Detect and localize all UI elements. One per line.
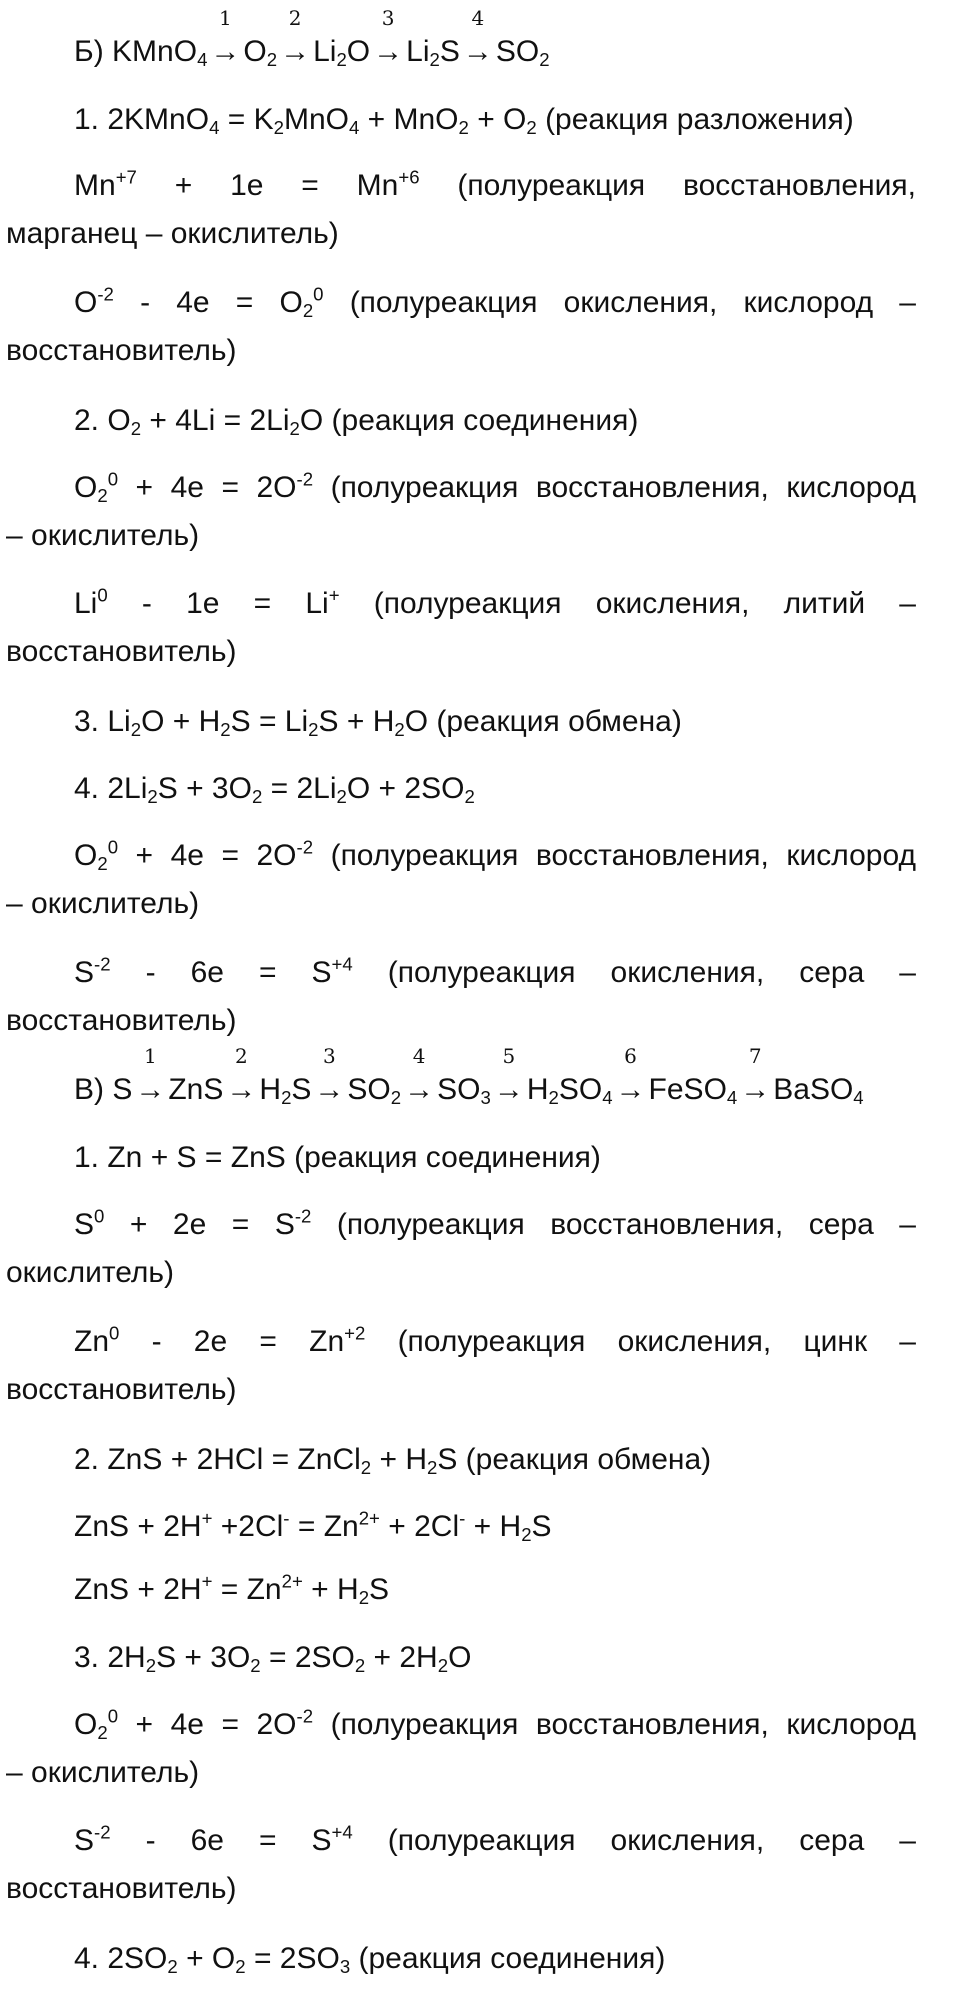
subscript: 2 xyxy=(130,719,142,741)
half-reaction-line xyxy=(6,1819,916,1863)
text-run: (реакция разложения) xyxy=(536,103,854,136)
arrow-icon: 7 → xyxy=(737,1068,773,1112)
text-run: S xyxy=(112,1073,133,1106)
superscript: 0 xyxy=(313,283,324,305)
text-run: S + 3O xyxy=(157,772,252,805)
subscript: 2 xyxy=(302,300,314,322)
step-number: 7 xyxy=(748,1044,762,1068)
text-run: H xyxy=(526,1073,549,1106)
subscript: 2 xyxy=(167,1956,178,1978)
superscript: 0 xyxy=(109,1322,120,1344)
text-run: (полуреакция восстановления, xyxy=(419,169,916,202)
subscript: 2 xyxy=(390,1087,402,1109)
text-run: – окислитель) xyxy=(6,887,200,920)
chain-formula xyxy=(773,1073,864,1109)
step-number: 2 xyxy=(288,6,302,30)
subscript: 2 xyxy=(266,49,278,71)
text-run: окислитель) xyxy=(6,1256,175,1289)
chain-formula xyxy=(406,35,460,71)
text-run: S xyxy=(74,956,95,989)
chain-formula xyxy=(168,1073,223,1106)
step-number: 6 xyxy=(624,1044,637,1068)
subscript: 4 xyxy=(726,1087,738,1109)
equation-line xyxy=(6,1636,916,1680)
text-run: (полуреакция восстановления, кислород xyxy=(313,839,916,872)
superscript: - xyxy=(459,1507,466,1529)
subscript: 4 xyxy=(209,117,220,139)
chain-formula xyxy=(112,1073,132,1106)
text-run: + 2Cl xyxy=(379,1510,460,1543)
text-run: - 4e = O xyxy=(113,286,303,319)
text-run: ZnS + 2H xyxy=(74,1510,202,1543)
text-run: + H xyxy=(465,1510,522,1543)
text-run: = 2Li xyxy=(262,772,337,805)
equation-line xyxy=(6,1505,916,1549)
text-run: O xyxy=(74,471,98,504)
chain-formula xyxy=(437,1073,491,1109)
section-label: Б) xyxy=(74,35,104,68)
subscript: 2 xyxy=(521,1524,532,1546)
text-run: = Zn xyxy=(212,1573,282,1606)
arrow-icon: 2 → xyxy=(277,30,313,74)
text-run: +2Cl xyxy=(212,1510,284,1543)
half-reaction-line xyxy=(6,834,916,878)
text-run: SO xyxy=(558,1073,603,1106)
subscript: 2 xyxy=(147,786,158,808)
equation-line xyxy=(6,98,916,142)
step-number: 3 xyxy=(323,1044,336,1068)
subscript: 2 xyxy=(358,1587,370,1609)
text-run: SO xyxy=(437,1073,481,1106)
superscript: - xyxy=(283,1507,290,1529)
subscript: 2 xyxy=(97,485,108,507)
arrow-icon: 6 → xyxy=(613,1068,649,1112)
chain-formula xyxy=(313,35,371,71)
text-run: S xyxy=(369,1573,390,1606)
subscript: 2 xyxy=(289,418,300,440)
text-run: + H xyxy=(302,1573,359,1606)
text-run: 4. 2Li xyxy=(74,772,148,805)
text-run: Mn xyxy=(74,169,116,202)
superscript: +6 xyxy=(398,166,420,188)
text-run: S xyxy=(531,1510,552,1543)
text-run: (полуреакция восстановления, сера – xyxy=(311,1208,916,1241)
superscript: 0 xyxy=(107,468,119,490)
text-run: (полуреакция окисления, сера – xyxy=(352,956,916,989)
subscript: 2 xyxy=(526,117,537,139)
half-reaction-continuation xyxy=(6,1867,916,1911)
text-run: 2. O xyxy=(74,404,131,437)
half-reaction-line xyxy=(6,1203,916,1247)
subscript: 2 xyxy=(220,719,231,741)
text-run: = K xyxy=(219,103,274,136)
superscript: 0 xyxy=(94,1205,105,1227)
text-run: – окислитель) xyxy=(6,519,200,552)
arrow-icon: 1 → xyxy=(132,1068,168,1112)
superscript: + xyxy=(201,1507,213,1529)
text-run: O xyxy=(243,35,267,68)
half-reaction-line xyxy=(6,1320,916,1364)
text-run: BaSO xyxy=(773,1073,854,1106)
arrow-icon: 4 → xyxy=(401,1068,437,1112)
subscript: 3 xyxy=(339,1956,351,1978)
text-run: марганец – окислитель) xyxy=(6,217,339,250)
text-run: - 6e = S xyxy=(110,956,332,989)
step-number: 1 xyxy=(143,1044,157,1068)
text-run: Zn xyxy=(74,1325,110,1358)
subscript: 2 xyxy=(548,1087,559,1109)
half-reaction-line xyxy=(6,1703,916,1747)
subscript: 4 xyxy=(348,117,360,139)
subscript: 2 xyxy=(464,786,475,808)
subscript: 2 xyxy=(426,1457,438,1479)
text-run: 3. Li xyxy=(74,705,131,738)
chain-formula xyxy=(526,1073,613,1109)
text-run: O xyxy=(74,1708,98,1741)
step-number: 4 xyxy=(471,6,485,30)
equation-line xyxy=(6,1937,916,1981)
text-run: O (реакция соединения) xyxy=(299,404,639,437)
text-run: + 4e = 2O xyxy=(118,1708,297,1741)
text-run: + 1e = Mn xyxy=(136,169,399,202)
half-reaction-continuation xyxy=(6,1251,916,1295)
text-run: (полуреакция окисления, кислород – xyxy=(323,286,916,319)
text-run: O + 2SO xyxy=(346,772,465,805)
half-reaction-line xyxy=(6,582,916,626)
equation-line xyxy=(6,1568,916,1612)
text-run: + O xyxy=(177,1942,236,1975)
step-number: 5 xyxy=(502,1044,516,1068)
text-run: ZnS xyxy=(168,1073,224,1106)
text-run: + 4Li = 2Li xyxy=(141,404,290,437)
text-run: Li xyxy=(406,35,430,68)
subscript: 2 xyxy=(235,1956,246,1978)
text-run: восстановитель) xyxy=(6,334,237,367)
subscript: 4 xyxy=(602,1087,613,1109)
text-run: + 2H xyxy=(365,1641,438,1674)
arrow-icon: 4 → xyxy=(460,30,496,74)
superscript: +4 xyxy=(331,953,353,975)
text-run: SO xyxy=(347,1073,391,1106)
step-number: 3 xyxy=(381,6,395,30)
subscript: 2 xyxy=(281,1087,292,1109)
text-run: восстановитель) xyxy=(6,635,237,668)
subscript: 2 xyxy=(250,1655,261,1677)
half-reaction-line xyxy=(6,164,916,208)
chain-header-v xyxy=(6,1044,916,1112)
subscript: 2 xyxy=(394,719,405,741)
superscript: -2 xyxy=(94,953,111,975)
equation-line xyxy=(6,767,916,811)
text-run: MnO xyxy=(283,103,349,136)
text-run: S + 3O xyxy=(156,1641,251,1674)
text-run: O + H xyxy=(141,705,221,738)
chain-formula xyxy=(112,35,208,71)
arrow-icon: 5 → xyxy=(491,1068,527,1112)
half-reaction-continuation xyxy=(6,1368,916,1412)
superscript: 2+ xyxy=(358,1507,380,1529)
text-run: O (реакция обмена) xyxy=(404,705,682,738)
subscript: 2 xyxy=(97,853,108,875)
equation-line xyxy=(6,700,916,744)
superscript: -2 xyxy=(294,1205,312,1227)
text-run: H xyxy=(259,1073,282,1106)
subscript: 4 xyxy=(197,49,208,71)
equation-line xyxy=(6,1136,916,1180)
text-run: O xyxy=(74,286,98,319)
text-run: + H xyxy=(371,1443,427,1476)
text-run: = 2SO xyxy=(260,1641,355,1674)
subscript: 2 xyxy=(437,1655,449,1677)
text-run: Li xyxy=(74,587,98,620)
text-run: KMnO xyxy=(112,35,198,68)
section-label: В) xyxy=(74,1073,104,1106)
arrow-icon: 3 → xyxy=(311,1068,347,1112)
text-run: восстановитель) xyxy=(6,1872,237,1905)
text-run: (полуреакция окисления, литий – xyxy=(339,587,916,620)
chain-formula xyxy=(648,1073,738,1109)
step-number: 4 xyxy=(412,1044,426,1068)
text-run: S = Li xyxy=(230,705,309,738)
chain-formula xyxy=(495,35,550,71)
text-run: восстановитель) xyxy=(6,1004,237,1037)
half-reaction-continuation xyxy=(6,1751,916,1795)
subscript: 2 xyxy=(360,1457,372,1479)
chain-formula xyxy=(259,1073,312,1109)
text-run: (полуреакция окисления, цинк – xyxy=(365,1325,916,1358)
superscript: -2 xyxy=(296,836,314,858)
superscript: -2 xyxy=(94,1821,111,1843)
subscript: 2 xyxy=(336,49,347,71)
chain-formula xyxy=(243,35,278,71)
subscript: 2 xyxy=(251,786,263,808)
equation-line xyxy=(6,399,916,443)
subscript: 2 xyxy=(539,49,550,71)
text-run: S xyxy=(74,1208,95,1241)
text-run: S + H xyxy=(318,705,395,738)
subscript: 2 xyxy=(273,117,284,139)
text-run: 4. 2SO xyxy=(74,1942,168,1975)
text-run: + 2e = S xyxy=(104,1208,295,1241)
superscript: +2 xyxy=(344,1322,366,1344)
text-run: - 6e = S xyxy=(110,1824,332,1857)
text-run: SO xyxy=(495,35,540,68)
arrow-icon: 1 → xyxy=(207,30,243,74)
text-run: + O xyxy=(468,103,527,136)
subscript: 2 xyxy=(429,49,440,71)
text-run: O xyxy=(74,839,98,872)
text-run: (реакция соединения) xyxy=(350,1942,666,1975)
superscript: 0 xyxy=(107,1705,119,1727)
text-run: 2. ZnS + 2HCl = ZnCl xyxy=(74,1443,361,1476)
subscript: 2 xyxy=(145,1655,157,1677)
text-run: + 4e = 2O xyxy=(118,471,297,504)
subscript: 3 xyxy=(480,1087,491,1109)
text-run: S (реакция обмена) xyxy=(437,1443,712,1476)
arrow-icon: 3 → xyxy=(370,30,406,74)
text-run: S xyxy=(439,35,460,68)
superscript: -2 xyxy=(296,1705,314,1727)
superscript: 0 xyxy=(107,836,119,858)
text-run: 1. Zn + S = ZnS (реакция соединения) xyxy=(74,1141,601,1174)
subscript: 2 xyxy=(458,117,469,139)
half-reaction-continuation xyxy=(6,882,916,926)
half-reaction-continuation xyxy=(6,999,916,1043)
subscript: 4 xyxy=(853,1087,864,1109)
superscript: -2 xyxy=(97,283,114,305)
text-run: FeSO xyxy=(648,1073,727,1106)
text-run: = Zn xyxy=(289,1510,359,1543)
text-run: (полуреакция окисления, сера – xyxy=(352,1824,916,1857)
superscript: 2+ xyxy=(281,1570,303,1592)
text-run: – окислитель) xyxy=(6,1756,200,1789)
half-reaction-continuation xyxy=(6,514,916,558)
superscript: +4 xyxy=(331,1821,353,1843)
text-run: ZnS + 2H xyxy=(74,1573,202,1606)
half-reaction-line xyxy=(6,281,916,325)
text-run: - 1e = Li xyxy=(107,587,329,620)
arrow-icon: 2 → xyxy=(223,1068,259,1112)
text-run: (полуреакция восстановления, кислород xyxy=(313,471,916,504)
subscript: 2 xyxy=(130,418,142,440)
text-run: - 2e = Zn xyxy=(119,1325,345,1358)
text-run: S xyxy=(74,1824,95,1857)
text-run: + 4e = 2O xyxy=(118,839,297,872)
superscript: -2 xyxy=(296,468,314,490)
text-run: восстановитель) xyxy=(6,1373,237,1406)
step-number: 2 xyxy=(235,1044,248,1068)
text-run: = 2SO xyxy=(245,1942,340,1975)
superscript: + xyxy=(328,584,340,606)
text-run: S xyxy=(291,1073,312,1106)
text-run: + MnO xyxy=(359,103,459,136)
text-run: O xyxy=(346,35,371,68)
half-reaction-continuation xyxy=(6,630,916,674)
subscript: 2 xyxy=(97,1722,108,1744)
step-number: 1 xyxy=(219,6,232,30)
text-run: 3. 2H xyxy=(74,1641,146,1674)
superscript: +7 xyxy=(115,166,137,188)
half-reaction-line xyxy=(6,466,916,510)
text-run: 1. 2KMnO xyxy=(74,103,210,136)
text-run: (полуреакция восстановления, кислород xyxy=(313,1708,916,1741)
subscript: 2 xyxy=(308,719,319,741)
half-reaction-line xyxy=(6,951,916,995)
equation-line xyxy=(6,1438,916,1482)
superscript: 0 xyxy=(97,584,108,606)
subscript: 2 xyxy=(336,786,347,808)
chain-header-b xyxy=(6,6,916,74)
text-run: Li xyxy=(313,35,337,68)
text-run: O xyxy=(448,1641,472,1674)
half-reaction-continuation xyxy=(6,329,916,373)
subscript: 2 xyxy=(354,1655,366,1677)
superscript: + xyxy=(201,1570,213,1592)
half-reaction-continuation xyxy=(6,212,916,256)
chain-formula xyxy=(347,1073,402,1109)
